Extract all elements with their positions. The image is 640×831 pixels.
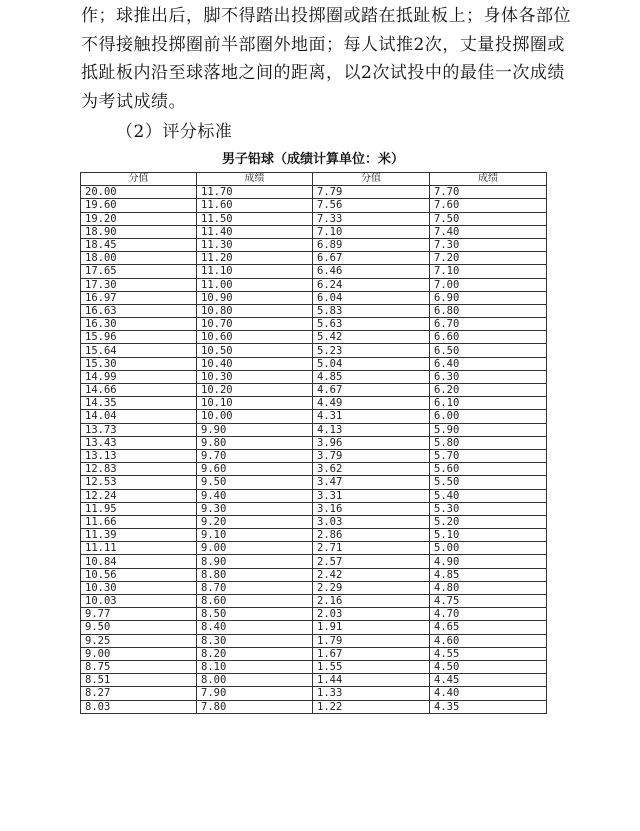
table-row	[81, 397, 547, 410]
cell-score-2: 4.13	[313, 423, 430, 436]
table-row	[81, 595, 547, 608]
cell-score-1: 16.30	[81, 318, 197, 331]
cell-result-1: 9.50	[197, 476, 313, 489]
cell-score-1: 9.50	[81, 621, 197, 634]
cell-score-1: 11.11	[81, 542, 197, 555]
cell-score-2: 5.83	[313, 304, 430, 317]
cell-result-1: 9.00	[197, 542, 313, 555]
cell-result-1: 11.50	[197, 212, 313, 225]
table-row	[81, 436, 547, 449]
cell-result-2: 4.85	[430, 568, 547, 581]
cell-score-1: 9.25	[81, 634, 197, 647]
cell-score-1: 11.39	[81, 529, 197, 542]
table-row	[81, 581, 547, 594]
cell-result-2: 4.45	[430, 674, 547, 687]
cell-score-1: 13.73	[81, 423, 197, 436]
cell-result-1: 10.80	[197, 304, 313, 317]
cell-score-1: 15.96	[81, 331, 197, 344]
table-row	[81, 674, 547, 687]
cell-score-1: 13.13	[81, 449, 197, 462]
cell-result-1: 9.90	[197, 423, 313, 436]
table-row	[81, 410, 547, 423]
cell-score-1: 14.99	[81, 370, 197, 383]
table-caption: 男子铅球（成绩计算单位：米）	[221, 152, 404, 167]
cell-score-2: 7.79	[313, 186, 430, 199]
cell-score-1: 12.24	[81, 489, 197, 502]
cell-score-1: 19.60	[81, 199, 197, 212]
cell-result-2: 6.70	[430, 318, 547, 331]
table-row	[81, 568, 547, 581]
cell-result-1: 9.80	[197, 436, 313, 449]
cell-score-2: 3.03	[313, 515, 430, 528]
cell-result-2: 6.30	[430, 370, 547, 383]
table-row	[81, 291, 547, 304]
cell-result-2: 6.20	[430, 384, 547, 397]
table-row	[81, 515, 547, 528]
cell-result-1: 8.40	[197, 621, 313, 634]
cell-score-2: 1.44	[313, 674, 430, 687]
cell-result-1: 11.10	[197, 265, 313, 278]
cell-score-2: 6.04	[313, 291, 430, 304]
cell-score-1: 8.03	[81, 700, 197, 713]
table-row	[81, 186, 547, 199]
cell-result-1: 10.40	[197, 357, 313, 370]
cell-result-2: 6.40	[430, 357, 547, 370]
cell-result-2: 7.00	[430, 278, 547, 291]
cell-score-1: 14.66	[81, 384, 197, 397]
cell-result-1: 9.20	[197, 515, 313, 528]
cell-result-2: 4.65	[430, 621, 547, 634]
paragraph-line: 抵趾板内沿至球落地之间的距离，以2次试投中的最佳一次成绩	[81, 63, 565, 84]
table-row	[81, 252, 547, 265]
cell-result-2: 6.80	[430, 304, 547, 317]
table-row	[81, 449, 547, 462]
cell-result-2: 4.60	[430, 634, 547, 647]
table-row	[81, 660, 547, 673]
cell-score-1: 11.66	[81, 515, 197, 528]
cell-score-2: 3.16	[313, 502, 430, 515]
cell-result-2: 4.75	[430, 595, 547, 608]
cell-result-2: 7.20	[430, 252, 547, 265]
cell-result-2: 7.40	[430, 225, 547, 238]
scoring-table	[80, 172, 547, 714]
table-row	[81, 278, 547, 291]
cell-score-1: 8.27	[81, 687, 197, 700]
cell-score-2: 2.16	[313, 595, 430, 608]
table-row	[81, 542, 547, 555]
cell-result-2: 4.55	[430, 647, 547, 660]
cell-score-1: 10.30	[81, 581, 197, 594]
body-paragraph	[81, 2, 581, 116]
table-row	[81, 212, 547, 225]
cell-result-2: 4.50	[430, 660, 547, 673]
cell-score-2: 5.42	[313, 331, 430, 344]
cell-result-1: 10.20	[197, 384, 313, 397]
cell-result-2: 7.70	[430, 186, 547, 199]
cell-score-1: 10.03	[81, 595, 197, 608]
cell-score-2: 6.24	[313, 278, 430, 291]
table-row	[81, 647, 547, 660]
table-row	[81, 555, 547, 568]
cell-score-2: 4.49	[313, 397, 430, 410]
cell-score-1: 16.63	[81, 304, 197, 317]
table-row	[81, 344, 547, 357]
table-row	[81, 529, 547, 542]
table-row	[81, 238, 547, 251]
cell-score-2: 2.71	[313, 542, 430, 555]
cell-score-2: 3.31	[313, 489, 430, 502]
cell-result-1: 11.20	[197, 252, 313, 265]
header-score-2: 分值	[313, 173, 430, 186]
cell-score-1: 12.53	[81, 476, 197, 489]
table-row	[81, 476, 547, 489]
cell-result-1: 10.50	[197, 344, 313, 357]
cell-result-2: 5.30	[430, 502, 547, 515]
cell-result-1: 11.70	[197, 186, 313, 199]
table-row	[81, 370, 547, 383]
cell-result-1: 8.50	[197, 608, 313, 621]
cell-result-2: 7.60	[430, 199, 547, 212]
table-row	[81, 687, 547, 700]
cell-score-1: 9.77	[81, 608, 197, 621]
header-result-1: 成绩	[197, 173, 313, 186]
cell-score-2: 5.63	[313, 318, 430, 331]
cell-result-2: 6.60	[430, 331, 547, 344]
cell-score-2: 1.91	[313, 621, 430, 634]
header-result-2: 成绩	[430, 173, 547, 186]
table-body	[81, 186, 547, 714]
cell-score-2: 2.29	[313, 581, 430, 594]
table-row	[81, 357, 547, 370]
cell-result-1: 10.00	[197, 410, 313, 423]
cell-result-1: 11.60	[197, 199, 313, 212]
cell-result-1: 9.60	[197, 463, 313, 476]
cell-score-1: 13.43	[81, 436, 197, 449]
cell-result-2: 5.70	[430, 449, 547, 462]
cell-score-2: 6.67	[313, 252, 430, 265]
table-row	[81, 700, 547, 713]
cell-result-1: 11.40	[197, 225, 313, 238]
cell-result-2: 5.60	[430, 463, 547, 476]
cell-result-2: 4.70	[430, 608, 547, 621]
cell-score-2: 6.46	[313, 265, 430, 278]
cell-score-2: 2.03	[313, 608, 430, 621]
cell-score-1: 18.90	[81, 225, 197, 238]
cell-result-2: 5.00	[430, 542, 547, 555]
cell-result-2: 6.90	[430, 291, 547, 304]
cell-result-1: 10.70	[197, 318, 313, 331]
cell-score-2: 3.96	[313, 436, 430, 449]
table-row	[81, 331, 547, 344]
cell-score-2: 1.22	[313, 700, 430, 713]
cell-score-1: 12.83	[81, 463, 197, 476]
cell-result-2: 7.30	[430, 238, 547, 251]
cell-result-1: 11.30	[197, 238, 313, 251]
cell-result-1: 8.60	[197, 595, 313, 608]
cell-result-2: 5.40	[430, 489, 547, 502]
cell-result-1: 9.70	[197, 449, 313, 462]
cell-score-2: 5.23	[313, 344, 430, 357]
paragraph-line: 作；球推出后，脚不得踏出投掷圈或踏在抵趾板上；身体各部位	[81, 6, 571, 26]
cell-result-1: 8.20	[197, 647, 313, 660]
cell-result-2: 5.80	[430, 436, 547, 449]
cell-score-1: 10.56	[81, 568, 197, 581]
cell-result-1: 10.90	[197, 291, 313, 304]
table-row	[81, 463, 547, 476]
cell-result-1: 8.30	[197, 634, 313, 647]
cell-score-2: 7.33	[313, 212, 430, 225]
cell-score-2: 5.04	[313, 357, 430, 370]
cell-result-1: 9.10	[197, 529, 313, 542]
cell-result-1: 10.60	[197, 331, 313, 344]
cell-score-1: 18.45	[81, 238, 197, 251]
cell-score-1: 17.30	[81, 278, 197, 291]
cell-result-2: 7.50	[430, 212, 547, 225]
cell-score-1: 9.00	[81, 647, 197, 660]
cell-score-2: 3.47	[313, 476, 430, 489]
cell-score-1: 14.35	[81, 397, 197, 410]
cell-result-1: 9.30	[197, 502, 313, 515]
cell-score-2: 3.62	[313, 463, 430, 476]
cell-score-2: 2.42	[313, 568, 430, 581]
cell-result-2: 5.90	[430, 423, 547, 436]
cell-score-1: 19.20	[81, 212, 197, 225]
paragraph-line: 为考试成绩。	[81, 91, 186, 112]
cell-score-2: 1.33	[313, 687, 430, 700]
cell-score-1: 11.95	[81, 502, 197, 515]
cell-result-1: 8.80	[197, 568, 313, 581]
cell-score-1: 14.04	[81, 410, 197, 423]
table-row	[81, 621, 547, 634]
cell-result-1: 8.10	[197, 660, 313, 673]
cell-score-2: 1.55	[313, 660, 430, 673]
cell-result-1: 10.30	[197, 370, 313, 383]
table-row	[81, 634, 547, 647]
cell-result-2: 6.10	[430, 397, 547, 410]
cell-score-2: 3.79	[313, 449, 430, 462]
cell-score-1: 17.65	[81, 265, 197, 278]
cell-result-1: 11.00	[197, 278, 313, 291]
cell-result-2: 5.20	[430, 515, 547, 528]
cell-result-2: 4.90	[430, 555, 547, 568]
cell-result-2: 6.50	[430, 344, 547, 357]
cell-score-2: 2.86	[313, 529, 430, 542]
table-header-row	[81, 173, 547, 186]
cell-result-2: 4.80	[430, 581, 547, 594]
table-row	[81, 608, 547, 621]
table-row	[81, 265, 547, 278]
cell-score-2: 7.10	[313, 225, 430, 238]
cell-score-2: 1.67	[313, 647, 430, 660]
cell-score-2: 6.89	[313, 238, 430, 251]
cell-result-1: 8.90	[197, 555, 313, 568]
cell-score-2: 7.56	[313, 199, 430, 212]
cell-score-2: 4.67	[313, 384, 430, 397]
cell-score-1: 15.64	[81, 344, 197, 357]
cell-result-2: 4.35	[430, 700, 547, 713]
cell-score-1: 10.84	[81, 555, 197, 568]
cell-result-2: 6.00	[430, 410, 547, 423]
cell-score-2: 1.79	[313, 634, 430, 647]
table-row	[81, 489, 547, 502]
cell-result-2: 4.40	[430, 687, 547, 700]
cell-score-1: 16.97	[81, 291, 197, 304]
cell-result-1: 7.90	[197, 687, 313, 700]
cell-result-2: 5.10	[430, 529, 547, 542]
table-row	[81, 199, 547, 212]
cell-result-2: 5.50	[430, 476, 547, 489]
cell-result-1: 9.40	[197, 489, 313, 502]
cell-score-2: 4.85	[313, 370, 430, 383]
table-row	[81, 304, 547, 317]
cell-score-1: 8.75	[81, 660, 197, 673]
cell-result-1: 8.00	[197, 674, 313, 687]
cell-result-2: 7.10	[430, 265, 547, 278]
header-score-1: 分值	[81, 173, 197, 186]
cell-score-1: 15.30	[81, 357, 197, 370]
cell-score-2: 2.57	[313, 555, 430, 568]
section-heading: （2）评分标准	[116, 122, 233, 142]
table-row	[81, 225, 547, 238]
cell-score-1: 8.51	[81, 674, 197, 687]
table-row	[81, 318, 547, 331]
cell-result-1: 7.80	[197, 700, 313, 713]
table-row	[81, 502, 547, 515]
paragraph-line: 不得接触投掷圈前半部圈外地面；每人试推2次，丈量投掷圈或	[81, 34, 565, 55]
cell-score-2: 4.31	[313, 410, 430, 423]
cell-result-1: 8.70	[197, 581, 313, 594]
cell-score-1: 20.00	[81, 186, 197, 199]
cell-result-1: 10.10	[197, 397, 313, 410]
table-row	[81, 423, 547, 436]
table-row	[81, 384, 547, 397]
cell-score-1: 18.00	[81, 252, 197, 265]
